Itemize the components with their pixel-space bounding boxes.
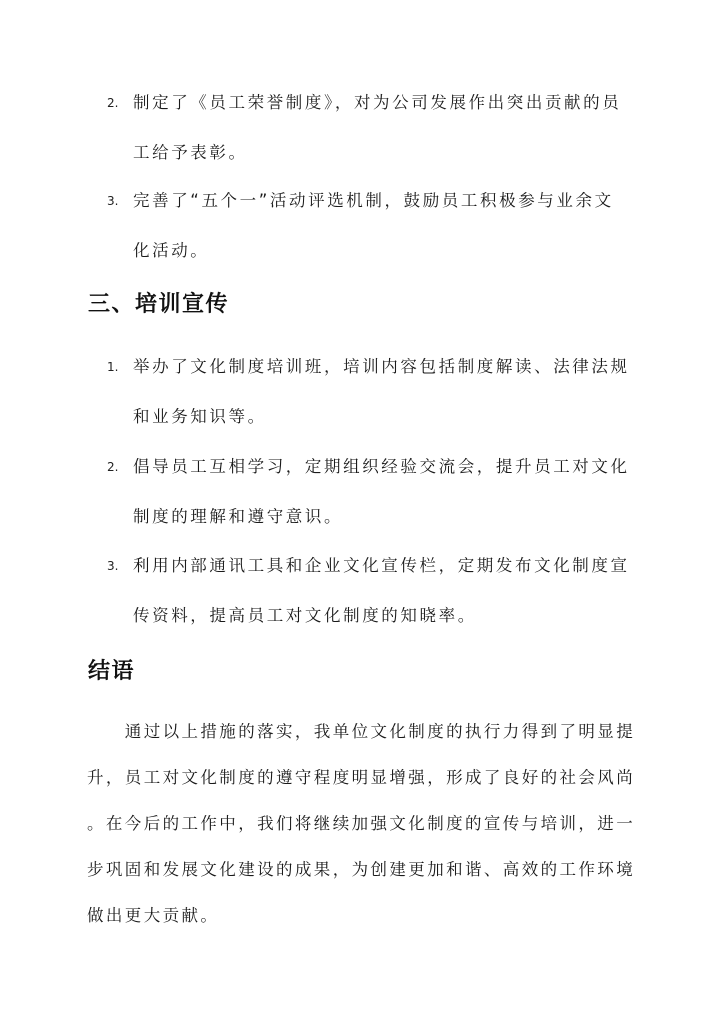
list-item [107,442,630,542]
list-item [107,342,630,442]
text-line: 倡导员工互相学习，定期组织经验交流会，提升员工对文化 [133,457,630,476]
text-line: 化活动。 [133,241,210,260]
conclusion-paragraph [87,709,637,939]
list-number: 2. [107,96,119,110]
text-line: 工给予表彰。 [133,143,248,162]
list-item-text [133,78,627,178]
list-number: 2. [107,460,119,474]
text-line: 做出更大贡献。 [87,906,220,925]
section-heading: 结语 [88,659,136,684]
list-item [107,176,627,276]
list-item-text [133,541,630,641]
section-heading: 三、培训宣传 [88,292,230,317]
list-item [107,78,627,178]
list-number: 3. [107,194,119,208]
list-item [107,541,630,641]
text-line: 传资料，提高员工对文化制度的知晓率。 [133,606,477,625]
text-line: 利用内部通讯工具和企业文化宣传栏，定期发布文化制度宣 [133,556,630,575]
list-number: 1. [107,360,119,374]
list-item-text [133,442,630,542]
list-item-text [133,342,630,442]
text-line: 。在今后的工作中，我们将继续加强文化制度的宣传与培训，进一 [87,814,636,833]
text-line: 制度的理解和遵守意识。 [133,507,344,526]
text-line: 升，员工对文化制度的遵守程度明显增强，形成了良好的社会风尚 [87,768,636,787]
text-line: 通过以上措施的落实，我单位文化制度的执行力得到了明显提 [87,722,636,741]
text-line: 完善了“五个一”活动评选机制，鼓励员工积极参与业余文 [133,191,614,210]
text-line: 制定了《员工荣誉制度》，对为公司发展作出突出贡献的员 [133,93,622,112]
text-line: 和业务知识等。 [133,407,267,426]
text-line: 步巩固和发展文化建设的成果，为创建更加和谐、高效的工作环境 [87,860,636,879]
list-item-text [133,176,627,276]
text-line: 举办了文化制度培训班，培训内容包括制度解读、法律法规 [133,357,630,376]
list-number: 3. [107,559,119,573]
